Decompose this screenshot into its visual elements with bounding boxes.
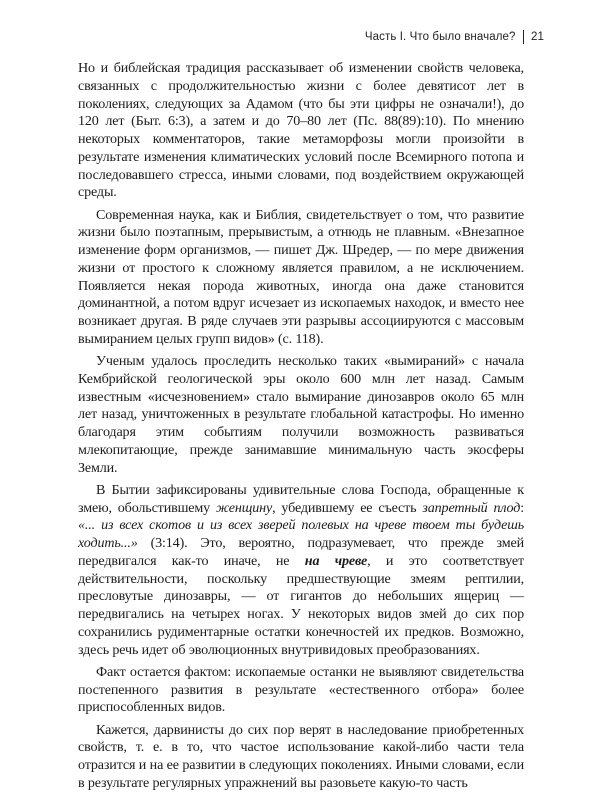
text-run: Но и библейская традиция рассказывает об изменении свойств человека, связанных с продолжительностью жизни с более девятисот лет в поколениях, следующих за Адамом (что бы эти цифры не означали!), до 120 лет (Быт. 6:3), а затем и до 70–80 лет (Пс. 88(89):10). По мнению некоторых комментаторов, такие метаморфозы могли произойти в результате изменения климатических условий после Всемирного потопа и последовавшего стресса, иными словами, под воздействием окружающей среды. <box>78 60 524 201</box>
header-separator <box>523 30 525 44</box>
paragraph <box>78 60 524 202</box>
text-run: (3:14). Это, вероятно, подразумевает, что прежде змей передвигался как-то иначе, не <box>78 535 524 569</box>
bold-italic-text <box>305 553 367 569</box>
text-run: Современная наука, как и Библия, свидетельствует о том, что развитие жизни было поэтапным, прерывистым, а отнюдь не плавным. «Внезапное изменение форм организмов, — пишет Дж. Шредер, — по мере движения жизни от простого к сложному является правилом, а не исключением. Появляется некая порода животных, иногда она даже становится доминантной, а потом вдруг исчезает из ископаемых находок, и вместо нее возникает другая. В ряде случаев эти разрывы ассоциируются с массовым вымиранием целых групп видов» (с. 118). <box>78 206 524 347</box>
paragraph <box>78 722 524 793</box>
text-run: Кажется, дарвинисты до сих пор верят в наследование приобретенных свойств, т. е. в то, что частое использование какой-либо части тела отразится и на ее развитии в следующих поколениях. Иными словами, если в результате регулярных упражнений вы разовьете какую-то часть <box>78 721 524 791</box>
page-number: 21 <box>531 31 544 43</box>
text-run: , и это соответствует действительности, поскольку предшествующие змеям рептилии, пресловутые динозавры, — от гигантов до небольших ящериц — передвигались на четырех ногах. У некоторых видов змей до сих пор сохранились рудиментарные остатки конечностей их предков. Возможно, здесь речь идет об эволюционных внутривидовых преобразованиях. <box>78 552 525 658</box>
text-run: Ученым удалось проследить несколько таких «вымираний» с начала Кембрийской геологической эры около 600 млн лет назад. Самым известным «исчезновением» стало вымирание динозавров около 65 млн лет назад, уничтоженных в результате глобальной катастрофы. Но именно благодаря этим событиям получили возможность развиваться млекопитающие, прежде занимавшие минимальную часть экосферы Земли. <box>78 353 524 476</box>
italic-text: женщину <box>216 499 273 516</box>
paragraph <box>78 664 524 717</box>
italic-text: «... из всех скотов и из всех зверей полевых на чреве твоем ты будешь ходить...» <box>78 517 524 551</box>
text-run: : <box>520 499 525 516</box>
italic-text: запретный плод <box>422 499 521 516</box>
bold-italic-inner: на чреве <box>304 552 368 569</box>
paragraph <box>78 353 524 477</box>
paragraph <box>78 207 524 349</box>
part-title: Часть I. Что было вначале? <box>364 31 516 43</box>
body-text <box>78 60 524 793</box>
paragraph <box>78 482 524 660</box>
text-run: , убедившему ее съесть <box>272 499 423 516</box>
text-run: Факт остается фактом: ископаемые останки не выявляют свидетельства постепенного развития в результате «естественного отбора» более приспособленных видов. <box>78 663 524 716</box>
text-run: В Бытии зафиксированы удивительные слова Господа, обращенные к змею, обольстившему <box>78 481 524 516</box>
running-header <box>365 30 544 44</box>
